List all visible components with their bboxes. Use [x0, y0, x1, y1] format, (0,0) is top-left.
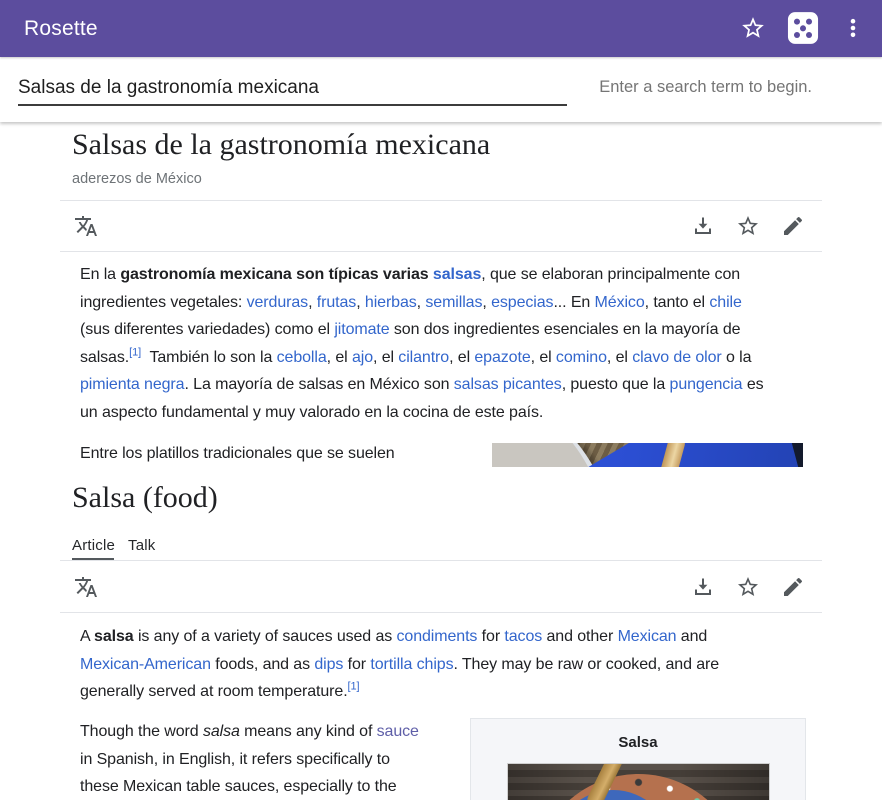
tab-talk[interactable]: Talk [128, 537, 156, 554]
text-link[interactable]: especias [491, 293, 554, 311]
text-segment: es [742, 376, 764, 393]
article-extract [80, 623, 820, 706]
text-segment: gastronomía mexicana son típicas varias [120, 266, 433, 283]
text-link[interactable]: tacos [504, 628, 543, 645]
text-link[interactable]: cebolla [276, 348, 327, 366]
text-segment: En la [80, 266, 121, 283]
random-article-button[interactable] [783, 8, 823, 48]
text-link[interactable]: chile [709, 293, 742, 311]
download-button[interactable] [691, 214, 715, 238]
edit-icon [781, 214, 805, 238]
article-card-salsa-food[interactable] [60, 480, 822, 800]
text-link[interactable]: semillas [425, 293, 483, 311]
text-segment: in Spanish, in English, it refers specifically to [80, 750, 390, 768]
translate-button[interactable] [74, 214, 98, 238]
text-link[interactable]: comino [555, 348, 607, 366]
dice-icon [784, 9, 822, 47]
text-link[interactable]: pimienta negra [80, 376, 185, 393]
save-star-button[interactable] [736, 575, 760, 599]
text-link[interactable]: sauce [376, 723, 419, 740]
article-photo-molcajete [492, 443, 803, 467]
search-hint-text: Enter a search term to begin. [599, 78, 812, 96]
article-extract [80, 261, 820, 426]
download-button[interactable] [691, 575, 715, 599]
article-title: Salsas de la gastronomía mexicana [72, 128, 491, 161]
article-subtitle: aderezos de México [72, 171, 202, 187]
translate-icon [74, 214, 98, 238]
star-icon [740, 15, 766, 41]
text-segment: (sus diferentes variedades) como el [80, 321, 335, 338]
text-segment: salsas. [80, 348, 130, 366]
text-segment: for [477, 628, 505, 645]
text-segment: . They may be raw or cooked, and are [453, 655, 720, 673]
text-segment: , [416, 293, 426, 311]
infobox [470, 718, 806, 800]
text-segment: these Mexican table sauces, especially to the [80, 778, 397, 795]
text-link[interactable]: [1] [347, 680, 360, 693]
text-segment: , el [530, 348, 556, 366]
search-bar [0, 57, 882, 122]
save-star-button[interactable] [736, 214, 760, 238]
text-segment: , el [606, 348, 633, 366]
text-segment: and other [542, 628, 618, 645]
text-segment: salsa [94, 628, 134, 645]
article-extract-continued: Entre los platillos tradicionales que se suelen [80, 445, 395, 462]
text-segment: o la [721, 348, 752, 366]
text-link[interactable]: Mexican-American [80, 655, 211, 673]
text-link[interactable]: dips [314, 655, 344, 673]
text-link[interactable]: verduras [246, 293, 309, 311]
app-bar [0, 0, 882, 57]
text-link[interactable]: pungencia [669, 376, 743, 393]
infobox-title: Salsa [618, 734, 658, 751]
text-link[interactable]: hierbas [364, 293, 417, 311]
text-segment: También lo son la [141, 348, 277, 366]
text-segment: for [343, 655, 371, 673]
article-title: Salsa (food) [72, 481, 218, 514]
favorites-button[interactable] [733, 8, 773, 48]
text-segment: , el [373, 348, 399, 366]
tab-article[interactable]: Article [72, 537, 116, 554]
text-segment: salsa [202, 723, 240, 740]
translate-button[interactable] [74, 575, 98, 599]
text-segment: . La mayoría de salsas en México son [184, 376, 454, 393]
text-link[interactable]: salsas picantes [453, 376, 562, 393]
text-segment: son dos ingredientes esenciales en la mayoría de [389, 321, 741, 338]
text-segment: , el [449, 348, 475, 366]
text-segment: is any of a variety of sauces used as [133, 628, 397, 645]
text-link[interactable]: cilantro [398, 348, 450, 366]
text-link[interactable]: salsas [432, 266, 482, 283]
text-link[interactable]: [1] [129, 346, 142, 359]
text-segment: foods, and as [210, 655, 315, 673]
overflow-menu-button[interactable] [833, 8, 873, 48]
text-segment: , [308, 293, 317, 311]
text-segment: , puesto que la [561, 376, 670, 393]
text-link[interactable]: ajo [351, 348, 373, 366]
text-segment: un aspecto fundamental y muy valorado en la cocina de este país. [80, 403, 544, 421]
article-card-salsas[interactable] [60, 122, 822, 467]
text-segment: , que se elaboran principalmente con [481, 266, 741, 283]
article-toolbar [60, 200, 822, 252]
star-icon [736, 575, 760, 599]
text-link[interactable]: Mexican [617, 628, 677, 645]
article-extract-continued [80, 718, 500, 800]
search-input[interactable] [18, 72, 567, 106]
text-segment: ingredientes vegetales: [80, 293, 247, 311]
download-icon [691, 575, 715, 599]
text-segment: A [80, 628, 95, 645]
text-segment: and [676, 628, 708, 645]
app-title: Rosette [24, 17, 98, 40]
text-link[interactable]: frutas [316, 293, 357, 311]
text-segment: , [482, 293, 492, 311]
infobox-photo-salsa-bowl [507, 763, 770, 800]
text-link[interactable]: jitomate [334, 321, 390, 338]
text-link[interactable]: tortilla chips [370, 655, 454, 673]
article-toolbar [60, 561, 822, 613]
text-segment: Though the word [80, 723, 203, 740]
edit-icon [781, 575, 805, 599]
overflow-menu-icon [841, 16, 865, 40]
star-icon [736, 214, 760, 238]
download-icon [691, 214, 715, 238]
text-segment: , el [326, 348, 352, 366]
text-segment: means any kind of [239, 723, 377, 740]
text-segment: , [356, 293, 365, 311]
text-link[interactable]: condiments [396, 628, 478, 645]
text-segment: generally served at room temperature. [80, 683, 348, 700]
translate-icon [74, 575, 98, 599]
text-link[interactable]: epazote [474, 348, 531, 366]
edit-button[interactable] [781, 214, 805, 238]
edit-button[interactable] [781, 575, 805, 599]
text-segment: ... En [553, 293, 595, 311]
text-link[interactable]: México [594, 293, 645, 311]
text-link[interactable]: clavo de olor [632, 348, 722, 366]
text-segment: , tanto el [644, 293, 710, 311]
